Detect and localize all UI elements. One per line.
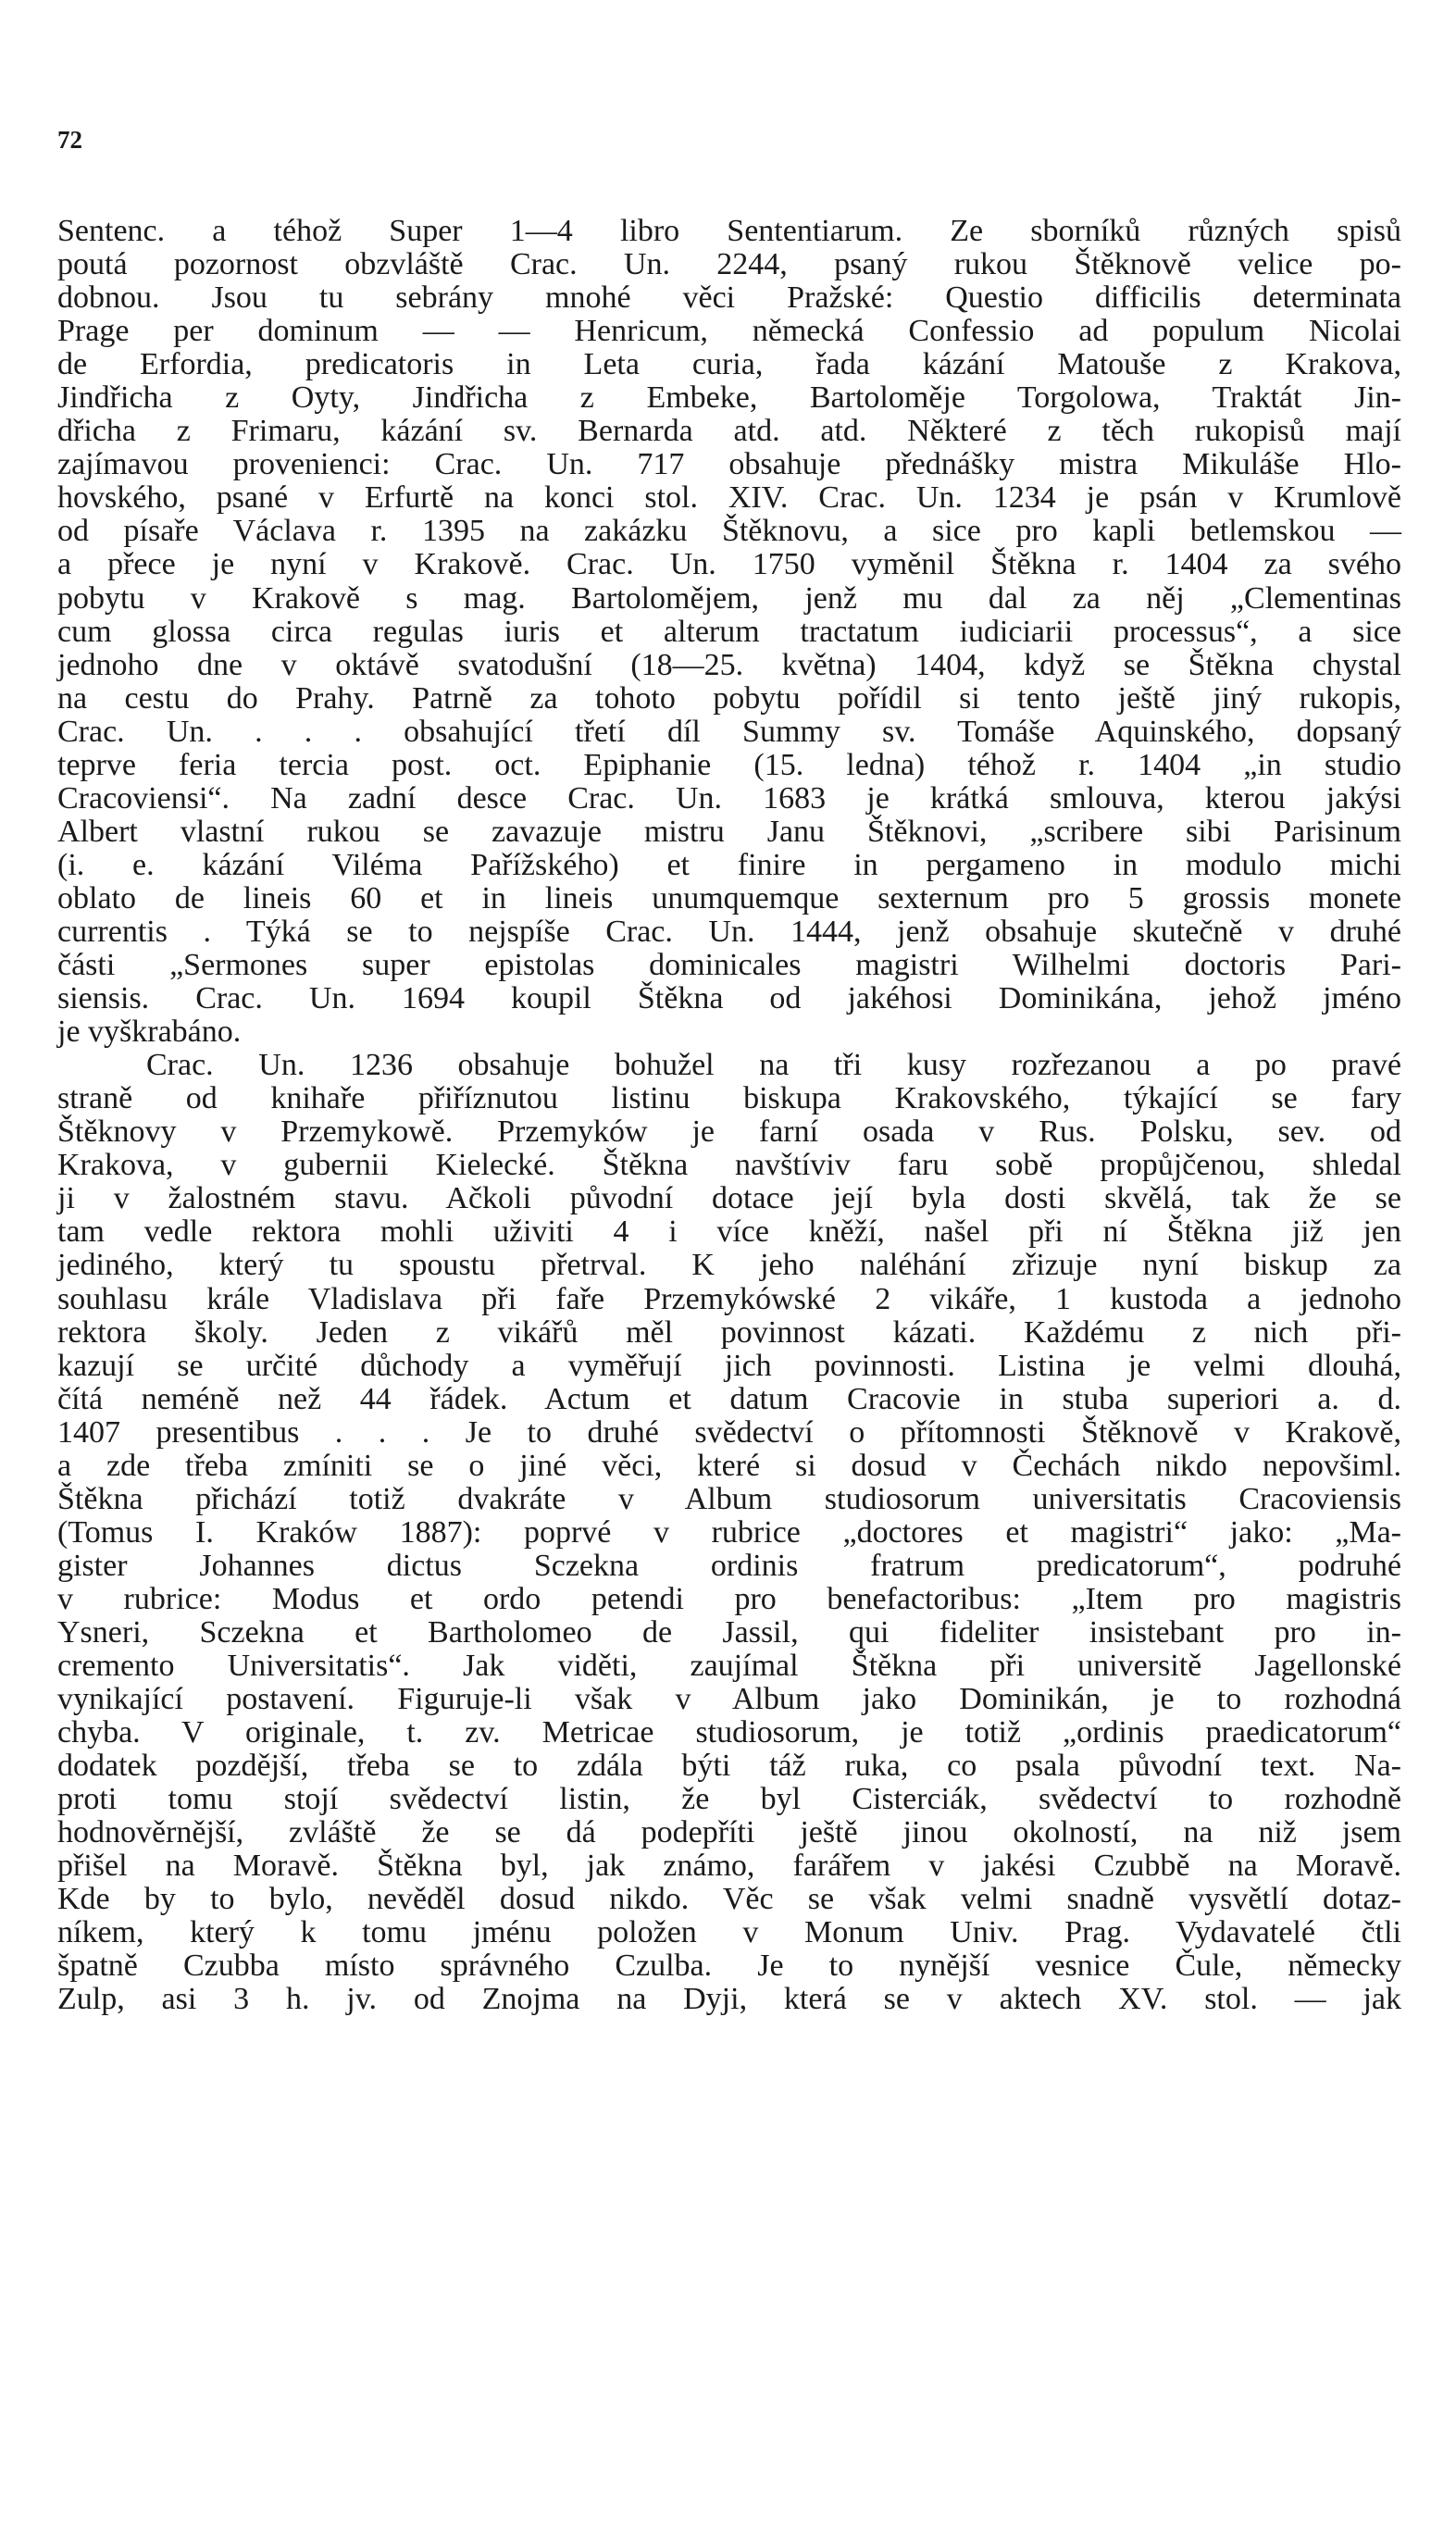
text-line: níkem, který k tomu jménu položen v Monum Univ. Prag. Vydavatelé čtli [57,1915,1401,1950]
text-line: (i. e. kázání Viléma Pařížského) et finire in pergameno in modulo michi [57,847,1401,882]
text-line: Štěkna přichází totiž dvakráte v Album studiosorum universitatis Cracoviensis [57,1481,1401,1516]
text-line: části „Sermones super epistolas dominicales magistri Wilhelmi doctoris Pari- [57,948,1401,983]
text-line: Crac. Un. 1236 obsahuje bohužel na tři kusy rozřezanou a po pravé [146,1048,1401,1083]
text-line: čítá neméně než 44 řádek. Actum et datum Cracovie in stuba superiori a. d. [57,1381,1401,1416]
text-line: teprve feria tercia post. oct. Epiphanie (15. ledna) téhož r. 1404 „in studio [57,747,1401,782]
text-line: přišel na Moravě. Štěkna byl, jak známo, farářem v jakési Czubbě na Moravě. [57,1849,1401,1884]
text-line: rektora školy. Jeden z vikářů měl povinnost kázati. Každému z nich při- [57,1314,1401,1350]
text-line: Albert vlastní rukou se zavazuje mistru Janu Štěknovi, „scribere sibi Parisinum [57,814,1401,849]
text-line: 1407 presentibus . . . Je to druhé svědectví o přítomnosti Štěknově v Krakově, [57,1414,1401,1450]
text-line: Štěknovy v Przemykowě. Przemyków je farní osada v Rus. Polsku, sev. od [57,1115,1401,1150]
text-line: hovského, psané v Erfurtě na konci stol. XIV. Crac. Un. 1234 je psán v Krumlově [57,480,1401,516]
text-line: jednoho dne v oktávě svatodušní (18—25. května) 1404, když se Štěkna chystal [57,647,1401,682]
text-line: zajímavou provenienci: Crac. Un. 717 obsahuje přednášky mistra Mikuláše Hlo- [57,447,1401,482]
text-line: vynikající postavení. Figuruje-li však v Album jako Dominikán, je to rozhodná [57,1682,1401,1717]
text-line: kazují se určité důchody a vyměřují jich povinnosti. Listina je velmi dlouhá, [57,1348,1401,1383]
text-line: currentis . Týká se to nejspíše Crac. Un. 1444, jenž obsahuje skutečně v druhé [57,914,1401,949]
text-line: chyba. V originale, t. zv. Metricae studiosorum, je totiž „ordinis praedicatorum“ [57,1715,1401,1750]
text-line: gister Johannes dictus Sczekna ordinis fratrum predicatorum“, podruhé [57,1548,1401,1583]
text-line: proti tomu stojí svědectví listin, že byl Cisterciák, svědectví to rozhodně [57,1782,1401,1817]
text-line: Jindřicha z Oyty, Jindřicha z Embeke, Bartoloměje Torgolowa, Traktát Jin- [57,380,1401,416]
text-line: cremento Universitatis“. Jak viděti, zaujímal Štěkna při universitě Jagellonské [57,1649,1401,1684]
text-line: Krakova, v gubernii Kielecké. Štěkna navštíviv faru sobě propůjčenou, shledal [57,1148,1401,1183]
text-line: Ysneri, Sczekna et Bartholomeo de Jassil, qui fideliter insistebant pro in- [57,1614,1401,1650]
text-line: jediného, který tu spoustu přetrval. K jeho naléhání zřizuje nyní biskup za [57,1248,1401,1283]
text-line: od písaře Václava r. 1395 na zakázku Štěknovu, a sice pro kapli betlemskou — [57,514,1401,549]
text-line: straně od knihaře přiříznutou listinu biskupa Krakovského, týkající se fary [57,1081,1401,1116]
text-line: a zde třeba zmíniti se o jiné věci, které si dosud v Čechách nikdo nepovšiml. [57,1448,1401,1483]
text-line: a přece je nyní v Krakově. Crac. Un. 1750 vyměnil Štěkna r. 1404 za svého [57,547,1401,582]
text-line: v rubrice: Modus et ordo petendi pro benefactoribus: „Item pro magistris [57,1581,1401,1616]
text-line: (Tomus I. Kraków 1887): poprvé v rubrice „doctores et magistri“ jako: „Ma- [57,1514,1401,1550]
page-number: 72 [57,126,82,154]
body-text [57,215,1401,2017]
text-line: je vyškrabáno. [57,1015,242,1050]
text-line: ji v žalostném stavu. Ačkoli původní dotace její byla dosti skvělá, tak že se [57,1181,1401,1216]
text-line: na cestu do Prahy. Patrně za tohoto pobytu pořídil si tento ještě jiný rukopis, [57,680,1401,716]
text-line: siensis. Crac. Un. 1694 koupil Štěkna od jakéhosi Dominikána, jehož jméno [57,981,1401,1016]
text-line: de Erfordia, predicatoris in Leta curia, řada kázání Matouše z Krakova, [57,347,1401,382]
text-line: oblato de lineis 60 et in lineis unumquemque sexternum pro 5 grossis monete [57,880,1401,915]
text-line: souhlasu krále Vladislava při faře Przemykówské 2 vikáře, 1 kustoda a jednoho [57,1281,1401,1316]
text-line: cum glossa circa regulas iuris et alterum tractatum iudiciarii processus“, a sice [57,614,1401,649]
text-line: poutá pozornost obzvláště Crac. Un. 2244, psaný rukou Štěknově velice po- [57,247,1401,282]
text-line: dobnou. Jsou tu sebrány mnohé věci Pražské: Questio difficilis determinata [57,280,1401,316]
text-line: špatně Czubba místo správného Czulba. Je to nynější vesnice Čule, německy [57,1949,1401,1984]
text-line: dřicha z Frimaru, kázání sv. Bernarda atd. atd. Některé z těch rukopisů mají [57,414,1401,449]
text-line: dodatek pozdější, třeba se to zdála býti táž ruka, co psala původní text. Na- [57,1749,1401,1784]
text-line: Sentenc. a téhož Super 1—4 libro Sententiarum. Ze sborníků různých spisů [57,214,1401,248]
text-line: Prage per dominum — — Henricum, německá Confessio ad populum Nicolai [57,314,1401,349]
text-line: tam vedle rektora mohli uživiti 4 i více kněží, našel při ní Štěkna již jen [57,1214,1401,1250]
text-line: Cracoviensi“. Na zadní desce Crac. Un. 1683 je krátká smlouva, kterou jakýsi [57,780,1401,816]
text-line: Crac. Un. . . . obsahující třetí díl Summy sv. Tomáše Aquinského, dopsaný [57,714,1401,749]
text-line: hodnověrnější, zvláště že se dá podepříti ještě jinou okolností, na niž jsem [57,1815,1401,1850]
text-line: Kde by to bylo, nevěděl dosud nikdo. Věc se však velmi snadně vysvětlí dotaz- [57,1882,1401,1917]
text-line: Zulp, asi 3 h. jv. od Znojma na Dyji, která se v aktech XV. stol. — jak [57,1982,1401,2017]
text-line: pobytu v Krakově s mag. Bartolomějem, jenž mu dal za něj „Clementinas [57,580,1401,616]
